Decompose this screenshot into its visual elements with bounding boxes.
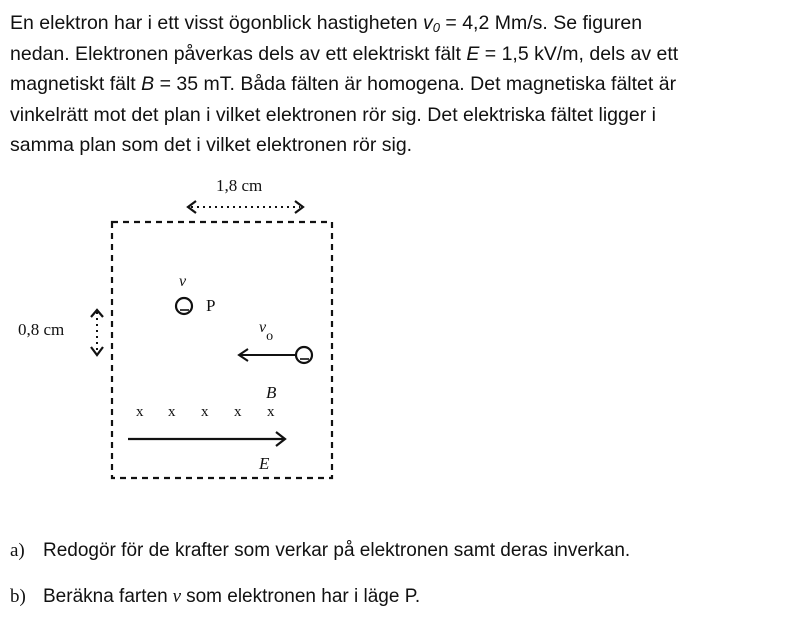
B-symbol: B [141, 73, 155, 95]
height-label: 0,8 cm [18, 320, 65, 339]
intro-line-2: nedan. Elektronen påverkas dels av ett elektriskt fält E = 1,5 kV/m, dels av ett [10, 42, 679, 65]
question-text-start: Beräkna farten [43, 586, 168, 607]
speed-variable: v [172, 586, 182, 607]
question-a [10, 540, 790, 586]
magnetic-field-into-page-marks [136, 404, 275, 420]
B-label: B [266, 383, 277, 402]
P-label: P [206, 296, 216, 315]
b-field-x: x [234, 404, 242, 420]
b-field-x: x [136, 404, 144, 420]
E-symbol: E [466, 42, 480, 65]
v-label: v [179, 273, 187, 290]
v0-symbol: v [423, 12, 433, 34]
intro-line-5: samma plan som det i vilket elektronen rör sig. [10, 134, 413, 156]
E-label: E [259, 454, 270, 473]
question-text: Redogör för de krafter som verkar på elektronen samt deras inverkan. [43, 540, 631, 561]
question-b [10, 586, 790, 632]
height-dimension-arrow [91, 310, 103, 355]
question-label: a) [10, 540, 25, 561]
electron-initial-icon [296, 347, 312, 363]
field-diagram [0, 160, 360, 500]
electron-at-P-icon [176, 298, 192, 314]
b-field-x: x [267, 404, 275, 420]
intro-line-3: magnetiskt fält B = 35 mT. Båda fälten är homogena. Det magnetiska fältet är [10, 73, 677, 95]
problem-text [10, 8, 795, 161]
electric-field-arrow [128, 432, 285, 446]
question-list [10, 540, 790, 632]
v0-label: vo [259, 319, 274, 344]
width-label: 1,8 cm [216, 176, 263, 195]
v0-velocity-arrow [239, 349, 296, 361]
b-field-x: x [168, 404, 176, 420]
intro-line-1: En elektron har i ett visst ögonblick hastigheten $v_0 = 4,2$ Mm/s. Se figuren [10, 12, 643, 35]
question-text-end: som elektronen har i läge P. [186, 586, 421, 607]
question-label: b) [10, 586, 26, 607]
physics-figure [0, 160, 360, 500]
b-field-x: x [201, 404, 209, 420]
width-dimension-arrow [188, 201, 303, 213]
intro-line-4: vinkelrätt mot det plan i vilket elektronen rör sig. Det elektriska fältet ligger i [10, 103, 656, 126]
